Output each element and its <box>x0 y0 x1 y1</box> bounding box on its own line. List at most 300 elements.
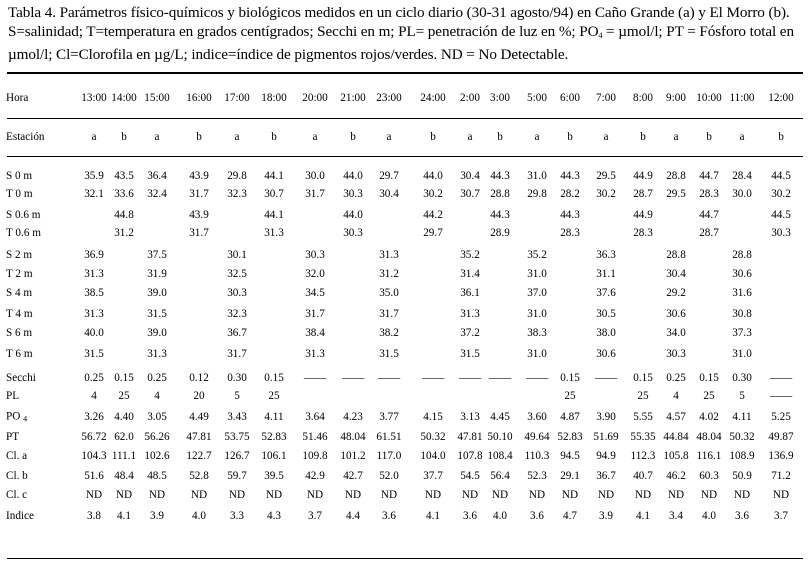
table-cell: 31.2 <box>379 268 399 280</box>
table-cell: 4.7 <box>563 510 577 522</box>
table-cell: 31.7 <box>189 227 209 239</box>
row-label: T 0 m <box>6 188 33 200</box>
row-label: Cl. c <box>6 489 28 501</box>
table-cell: 30.0 <box>305 170 325 182</box>
station-header: a <box>673 131 679 143</box>
hour-header: 24:00 <box>420 92 446 104</box>
station-header: b <box>567 131 573 143</box>
row-label: S 4 m <box>6 287 33 299</box>
table-cell: 30.3 <box>771 227 791 239</box>
table-cell: 3.05 <box>147 411 167 423</box>
table-cell: 30.6 <box>596 348 616 360</box>
table-cell: 30.4 <box>379 188 399 200</box>
table-cell: 3.3 <box>230 510 244 522</box>
table-cell: 31.0 <box>527 348 547 360</box>
table-cell: 52.8 <box>189 470 209 482</box>
row-label: T 4 m <box>6 308 33 320</box>
table-cell: 25 <box>703 390 715 402</box>
table-cell: ND <box>733 489 751 501</box>
table-cell: 40.0 <box>84 327 104 339</box>
hour-header: 15:00 <box>144 92 170 104</box>
table-cell: —— <box>458 372 482 384</box>
table-cell: ND <box>228 489 246 501</box>
table-cell: 5 <box>234 390 240 402</box>
table-cell: 31.3 <box>379 249 399 261</box>
table-cell: 0.15 <box>699 372 719 384</box>
table-cell: 44.1 <box>264 170 284 182</box>
table-cell: 31.3 <box>305 348 325 360</box>
table-cell: 3.6 <box>463 510 477 522</box>
table-cell: 28.3 <box>560 227 580 239</box>
table-cell: 31.3 <box>460 308 480 320</box>
station-header: a <box>234 131 240 143</box>
table-cell: 37.6 <box>596 287 616 299</box>
table-cell: 31.5 <box>84 348 104 360</box>
table-cell: 44.1 <box>264 209 284 221</box>
table-cell: 106.1 <box>261 450 287 462</box>
station-header: b <box>271 131 277 143</box>
table-cell: 44.7 <box>699 170 719 182</box>
table-cell: 36.7 <box>596 470 616 482</box>
table-cell: 48.5 <box>147 470 167 482</box>
table-cell: 50.32 <box>420 431 446 443</box>
table-top-rule <box>7 72 803 74</box>
table-cell: —— <box>303 372 327 384</box>
table-cell: 51.69 <box>593 431 619 443</box>
table-cell: 105.8 <box>663 450 689 462</box>
table-cell: 30.4 <box>460 170 480 182</box>
table-cell: 28.7 <box>633 188 653 200</box>
table-cell: ND <box>380 489 398 501</box>
table-cell: 37.3 <box>732 327 752 339</box>
table-cell: 44.84 <box>663 431 689 443</box>
table-cell: 30.0 <box>732 188 752 200</box>
table-cell: 109.8 <box>302 450 328 462</box>
table-cell: 44.0 <box>343 209 363 221</box>
table-cell: 50.32 <box>729 431 755 443</box>
table-cell: 49.87 <box>768 431 794 443</box>
table-cell: 3.9 <box>599 510 613 522</box>
table-cell: 38.3 <box>527 327 547 339</box>
table-cell: 31.6 <box>732 287 752 299</box>
header-rule <box>7 156 803 157</box>
table-cell: 3.7 <box>774 510 788 522</box>
table-cell: 44.5 <box>771 209 791 221</box>
table-cell: 0.12 <box>189 372 209 384</box>
table-cell: 30.1 <box>227 249 247 261</box>
table-cell: 54.5 <box>460 470 480 482</box>
row-label: PT <box>6 431 20 443</box>
table-cell: 30.7 <box>460 188 480 200</box>
table-cell: 71.2 <box>771 470 791 482</box>
row-label: S 6 m <box>6 327 33 339</box>
table-cell: 4.87 <box>560 411 580 423</box>
row-label: PO $_4$ <box>6 410 28 424</box>
table-cell: 29.7 <box>423 227 443 239</box>
table-cell: 4.49 <box>189 411 209 423</box>
table-cell: 136.9 <box>768 450 794 462</box>
table-cell: 39.5 <box>264 470 284 482</box>
table-cell: 31.7 <box>305 308 325 320</box>
table-cell: ND <box>265 489 283 501</box>
row-label: Indice <box>6 510 34 522</box>
table-cell: 62.0 <box>114 431 134 443</box>
table-cell: 4 <box>154 390 160 402</box>
table-cell: 0.30 <box>732 372 752 384</box>
table-cell: 20 <box>193 390 205 402</box>
table-cell: 3.8 <box>87 510 101 522</box>
table-cell: 112.3 <box>630 450 656 462</box>
table-cell: 30.4 <box>666 268 686 280</box>
station-header: b <box>350 131 356 143</box>
table-cell: 126.7 <box>224 450 250 462</box>
table-cell: 30.5 <box>596 308 616 320</box>
table-cell: 48.04 <box>696 431 722 443</box>
table-cell: 30.3 <box>343 188 363 200</box>
station-header: a <box>739 131 745 143</box>
table-cell: 55.35 <box>630 431 656 443</box>
table-cell: ND <box>491 489 509 501</box>
table-cell: 116.1 <box>696 450 722 462</box>
table-cell: 34.5 <box>305 287 325 299</box>
table-cell: ND <box>306 489 324 501</box>
table-cell: ND <box>344 489 362 501</box>
table-cell: 32.4 <box>147 188 167 200</box>
table-cell: 44.2 <box>423 209 443 221</box>
table-cell: 25 <box>268 390 280 402</box>
table-cell: —— <box>769 372 793 384</box>
table-cell: 28.9 <box>490 227 510 239</box>
table-cell: 29.8 <box>527 188 547 200</box>
table-bottom-rule <box>7 558 803 559</box>
table-cell: 0.15 <box>560 372 580 384</box>
table-cell: 31.1 <box>596 268 616 280</box>
hour-header: 14:00 <box>111 92 137 104</box>
table-cell: ND <box>424 489 442 501</box>
table-cell: 122.7 <box>186 450 212 462</box>
table-cell: 30.8 <box>732 308 752 320</box>
table-cell: 38.2 <box>379 327 399 339</box>
table-cell: 51.46 <box>302 431 328 443</box>
table-cell: 38.4 <box>305 327 325 339</box>
table-cell: 44.0 <box>343 170 363 182</box>
table-cell: 44.7 <box>699 209 719 221</box>
table-cell: 28.3 <box>699 188 719 200</box>
table-cell: 48.4 <box>114 470 134 482</box>
table-cell: —— <box>341 372 365 384</box>
table-cell: 56.4 <box>490 470 510 482</box>
table-cell: 25 <box>637 390 649 402</box>
table-cell: 43.9 <box>189 170 209 182</box>
table-cell: 31.3 <box>84 308 104 320</box>
hour-header: 18:00 <box>261 92 287 104</box>
table-cell: 31.3 <box>84 268 104 280</box>
table-cell: 3.77 <box>379 411 399 423</box>
table-cell: ND <box>148 489 166 501</box>
table-cell: 107.8 <box>457 450 483 462</box>
hour-header: 11:00 <box>729 92 755 104</box>
station-header: a <box>386 131 392 143</box>
table-cell: 31.0 <box>527 308 547 320</box>
row-label: S 0 m <box>6 170 33 182</box>
table-cell: 30.6 <box>732 268 752 280</box>
table-cell: 31.9 <box>147 268 167 280</box>
table-cell: 56.26 <box>144 431 170 443</box>
table-cell: 29.1 <box>560 470 580 482</box>
table-cell: 3.7 <box>308 510 322 522</box>
table-cell: 44.3 <box>490 209 510 221</box>
table-cell: 3.26 <box>84 411 104 423</box>
table-cell: 28.7 <box>699 227 719 239</box>
table-cell: 56.72 <box>81 431 107 443</box>
table-cell: 4.1 <box>636 510 650 522</box>
hour-header: 17:00 <box>224 92 250 104</box>
hora-label: Hora <box>6 92 29 104</box>
table-cell: 4.11 <box>732 411 752 423</box>
table-cell: 51.6 <box>84 470 104 482</box>
table-cell: 4.45 <box>490 411 510 423</box>
table-cell: 31.3 <box>264 227 284 239</box>
station-header: b <box>778 131 784 143</box>
table-cell: 4.40 <box>114 411 134 423</box>
station-header: b <box>196 131 202 143</box>
table-cell: 49.64 <box>524 431 550 443</box>
table-cell: 0.25 <box>666 372 686 384</box>
table-cell: 3.60 <box>527 411 547 423</box>
row-label: T 2 m <box>6 268 33 280</box>
table-cell: 3.4 <box>669 510 683 522</box>
table-cell: 3.13 <box>460 411 480 423</box>
table-cell: 52.83 <box>557 431 583 443</box>
table-cell: 4.11 <box>264 411 284 423</box>
table-cell: 29.5 <box>596 170 616 182</box>
hour-header: 2:00 <box>460 92 480 104</box>
table-cell: 104.3 <box>81 450 107 462</box>
table-cell: —— <box>525 372 549 384</box>
table-cell: 44.3 <box>560 170 580 182</box>
table-cell: 28.2 <box>560 188 580 200</box>
table-cell: 108.9 <box>729 450 755 462</box>
table-cell: 0.25 <box>84 372 104 384</box>
table-cell: 52.3 <box>527 470 547 482</box>
table-cell: —— <box>488 372 512 384</box>
table-cell: ND <box>561 489 579 501</box>
header-rule <box>7 118 803 119</box>
row-label: PL <box>6 390 20 402</box>
table-cell: ND <box>634 489 652 501</box>
table-cell: 94.5 <box>560 450 580 462</box>
station-header: b <box>706 131 712 143</box>
table-cell: 101.2 <box>340 450 366 462</box>
table-cell: ND <box>190 489 208 501</box>
table-cell: 38.5 <box>84 287 104 299</box>
hour-header: 5:00 <box>527 92 547 104</box>
table-cell: 110.3 <box>524 450 550 462</box>
hour-header: 12:00 <box>768 92 794 104</box>
table-cell: 31.7 <box>227 348 247 360</box>
table-cell: 38.0 <box>596 327 616 339</box>
table-cell: 44.0 <box>423 170 443 182</box>
table-cell: 39.0 <box>147 287 167 299</box>
table-cell: —— <box>377 372 401 384</box>
table-cell: 4.15 <box>423 411 443 423</box>
table-cell: 30.2 <box>423 188 443 200</box>
table-cell: 102.6 <box>144 450 170 462</box>
table-cell: 32.0 <box>305 268 325 280</box>
table-cell: 29.2 <box>666 287 686 299</box>
table-cell: 48.04 <box>340 431 366 443</box>
table-cell: 31.7 <box>379 308 399 320</box>
table-cell: 30.3 <box>343 227 363 239</box>
table-cell: 53.75 <box>224 431 250 443</box>
table-cell: 0.15 <box>114 372 134 384</box>
table-cell: 111.1 <box>111 450 137 462</box>
table-cell: 3.6 <box>735 510 749 522</box>
table-cell: 3.6 <box>530 510 544 522</box>
table-cell: 31.3 <box>147 348 167 360</box>
table-cell: ND <box>528 489 546 501</box>
table-cell: 47.81 <box>186 431 212 443</box>
table-cell: 4 <box>673 390 679 402</box>
table-cell: 36.4 <box>147 170 167 182</box>
table-cell: 42.7 <box>343 470 363 482</box>
table-caption: Tabla 4. Parámetros físico-químicos y biológicos medidos en un ciclo diario (30-31 agosto/94) en Caño Grande (a) y El Morro (b). S=salinidad; T=temperatura en grados centígrados; Secchi en m; PL= penetración de luz en %; $PO_4 = \mu mol/l$; PT = Fósforo total en µmol/l; Cl=Clorofila en µg/L; indice=índice de pigmentos rojos/verdes. ND = No Detectable. <box>8 4 794 63</box>
hour-header: 21:00 <box>340 92 366 104</box>
table-cell: 4.57 <box>666 411 686 423</box>
table-cell: 37.5 <box>147 249 167 261</box>
table-cell: 59.7 <box>227 470 247 482</box>
table-cell: 28.3 <box>633 227 653 239</box>
table-cell: 28.8 <box>666 170 686 182</box>
table-cell: 60.3 <box>699 470 719 482</box>
row-label: T 6 m <box>6 348 33 360</box>
table-cell: —— <box>594 372 618 384</box>
table-cell: 52.0 <box>379 470 399 482</box>
table-cell: 44.9 <box>633 209 653 221</box>
table-cell: 40.7 <box>633 470 653 482</box>
hour-header: 20:00 <box>302 92 328 104</box>
station-header: a <box>312 131 318 143</box>
row-label: S 0.6 m <box>6 209 41 221</box>
table-cell: 5 <box>739 390 745 402</box>
table-cell: ND <box>772 489 790 501</box>
table-cell: 36.3 <box>596 249 616 261</box>
table-cell: 4.1 <box>426 510 440 522</box>
table-cell: 29.5 <box>666 188 686 200</box>
table-cell: 3.9 <box>150 510 164 522</box>
table-cell: 28.8 <box>666 249 686 261</box>
table-cell: 3.6 <box>382 510 396 522</box>
table-cell: 5.25 <box>771 411 791 423</box>
table-cell: 31.5 <box>379 348 399 360</box>
table-cell: ND <box>597 489 615 501</box>
station-header: a <box>534 131 540 143</box>
table-cell: 44.3 <box>560 209 580 221</box>
table-cell: 31.0 <box>527 268 547 280</box>
hour-header: 13:00 <box>81 92 107 104</box>
table-cell: 31.0 <box>732 348 752 360</box>
table-cell: 4.1 <box>117 510 131 522</box>
row-label: Cl. a <box>6 450 28 462</box>
table-cell: 0.25 <box>147 372 167 384</box>
estacion-label: Estación <box>6 131 45 143</box>
table-cell: 3.90 <box>596 411 616 423</box>
table-cell: 37.0 <box>527 287 547 299</box>
row-label: Secchi <box>6 372 36 384</box>
table-cell: 0.30 <box>227 372 247 384</box>
table-cell: 43.9 <box>189 209 209 221</box>
table-cell: 35.2 <box>460 249 480 261</box>
table-cell: —— <box>421 372 445 384</box>
table-cell: 43.5 <box>114 170 134 182</box>
table-cell: 46.2 <box>666 470 686 482</box>
table-cell: 36.7 <box>227 327 247 339</box>
hour-header: 9:00 <box>666 92 686 104</box>
table-cell: 28.4 <box>732 170 752 182</box>
table-cell: 42.9 <box>305 470 325 482</box>
table-cell: 5.55 <box>633 411 653 423</box>
hour-header: 7:00 <box>596 92 616 104</box>
table-cell: 44.9 <box>633 170 653 182</box>
table-cell: 3.43 <box>227 411 247 423</box>
table-cell: 35.2 <box>527 249 547 261</box>
station-header: b <box>121 131 127 143</box>
table-cell: 4.0 <box>702 510 716 522</box>
table-cell: 61.51 <box>376 431 402 443</box>
station-header: b <box>497 131 503 143</box>
hour-header: 6:00 <box>560 92 580 104</box>
table-cell: 31.5 <box>460 348 480 360</box>
table-cell: 30.2 <box>596 188 616 200</box>
table-cell: 44.8 <box>114 209 134 221</box>
table-cell: 4.3 <box>267 510 281 522</box>
table-cell: 30.3 <box>227 287 247 299</box>
table-cell: 25 <box>564 390 576 402</box>
table-cell: 4 <box>91 390 97 402</box>
table-cell: 30.2 <box>771 188 791 200</box>
hour-header: 23:00 <box>376 92 402 104</box>
table-cell: 94.9 <box>596 450 616 462</box>
table-cell: 32.1 <box>84 188 104 200</box>
table-cell: ND <box>700 489 718 501</box>
table-cell: 47.81 <box>457 431 483 443</box>
table-cell: ND <box>667 489 685 501</box>
table-cell: 4.0 <box>192 510 206 522</box>
hour-header: 3:00 <box>490 92 510 104</box>
station-header: a <box>467 131 473 143</box>
table-cell: 4.02 <box>699 411 719 423</box>
table-cell: 52.83 <box>261 431 287 443</box>
table-cell: 30.3 <box>666 348 686 360</box>
row-label: Cl. b <box>6 470 28 482</box>
table-cell: 28.8 <box>732 249 752 261</box>
table-cell: 31.5 <box>147 308 167 320</box>
station-header: a <box>91 131 97 143</box>
table-cell: —— <box>769 390 793 402</box>
table-cell: 108.4 <box>487 450 513 462</box>
table-cell: ND <box>461 489 479 501</box>
table-cell: 4.4 <box>346 510 360 522</box>
hour-header: 16:00 <box>186 92 212 104</box>
table-cell: 31.0 <box>527 170 547 182</box>
hour-header: 8:00 <box>633 92 653 104</box>
station-header: a <box>154 131 160 143</box>
table-cell: 31.4 <box>460 268 480 280</box>
station-header: a <box>603 131 609 143</box>
table-cell: ND <box>85 489 103 501</box>
table-cell: 50.9 <box>732 470 752 482</box>
table-cell: 31.2 <box>114 227 134 239</box>
